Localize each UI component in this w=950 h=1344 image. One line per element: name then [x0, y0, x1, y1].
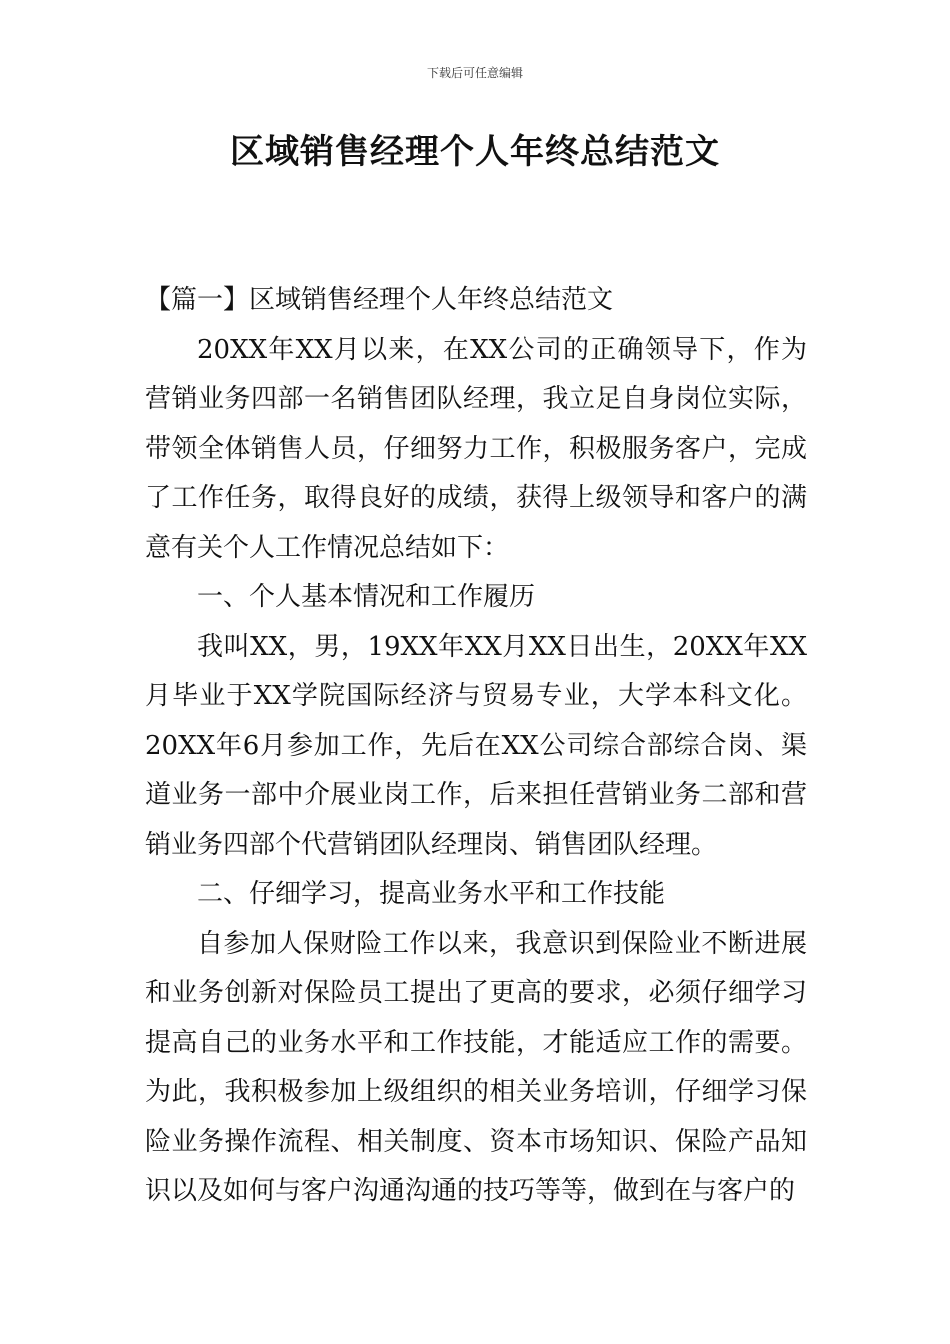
document-body: [145, 276, 807, 1217]
paragraph-personal-info: 我叫XX，男，19XX年XX月XX日出生，20XX年XX月毕业于XX学院国际经济与贸易专业，大学本科文化。20XX年6月参加工作，先后在XX公司综合部综合岗、渠道业务一部中介展业岗工作，后来担任营销业务二部和营销业务四部个代营销团队经理岗、销售团队经理。: [145, 631, 807, 860]
section-heading: 【篇一】区域销售经理个人年终总结范文: [145, 285, 614, 315]
paragraph-intro: 20XX年XX月以来，在XX公司的正确领导下，作为营销业务四部一名销售团队经理，我立足自身岗位实际，带领全体销售人员，仔细努力工作，积极服务客户，完成了工作任务，取得良好的成绩，获得上级领导和客户的满意有关个人工作情况总结如下：: [145, 334, 807, 563]
paragraph-study: 自参加人保财险工作以来，我意识到保险业不断进展和业务创新对保险员工提出了更高的要求，必须仔细学习提高自己的业务水平和工作技能，才能适应工作的需要。为此，我积极参加上级组织的相关业务培训，仔细学习保险业务操作流程、相关制度、资本市场知识、保险产品知识以及如何与客户沟通沟通的技巧等等，做到在与客户的: [145, 928, 807, 1206]
header-note: 下载后可任意编辑: [426, 66, 523, 80]
subheading-personal-info: 一、个人基本情况和工作履历: [197, 582, 536, 612]
subheading-study: 二、仔细学习，提高业务水平和工作技能: [197, 879, 666, 909]
document-title: 区域销售经理个人年终总结范文: [230, 132, 720, 172]
